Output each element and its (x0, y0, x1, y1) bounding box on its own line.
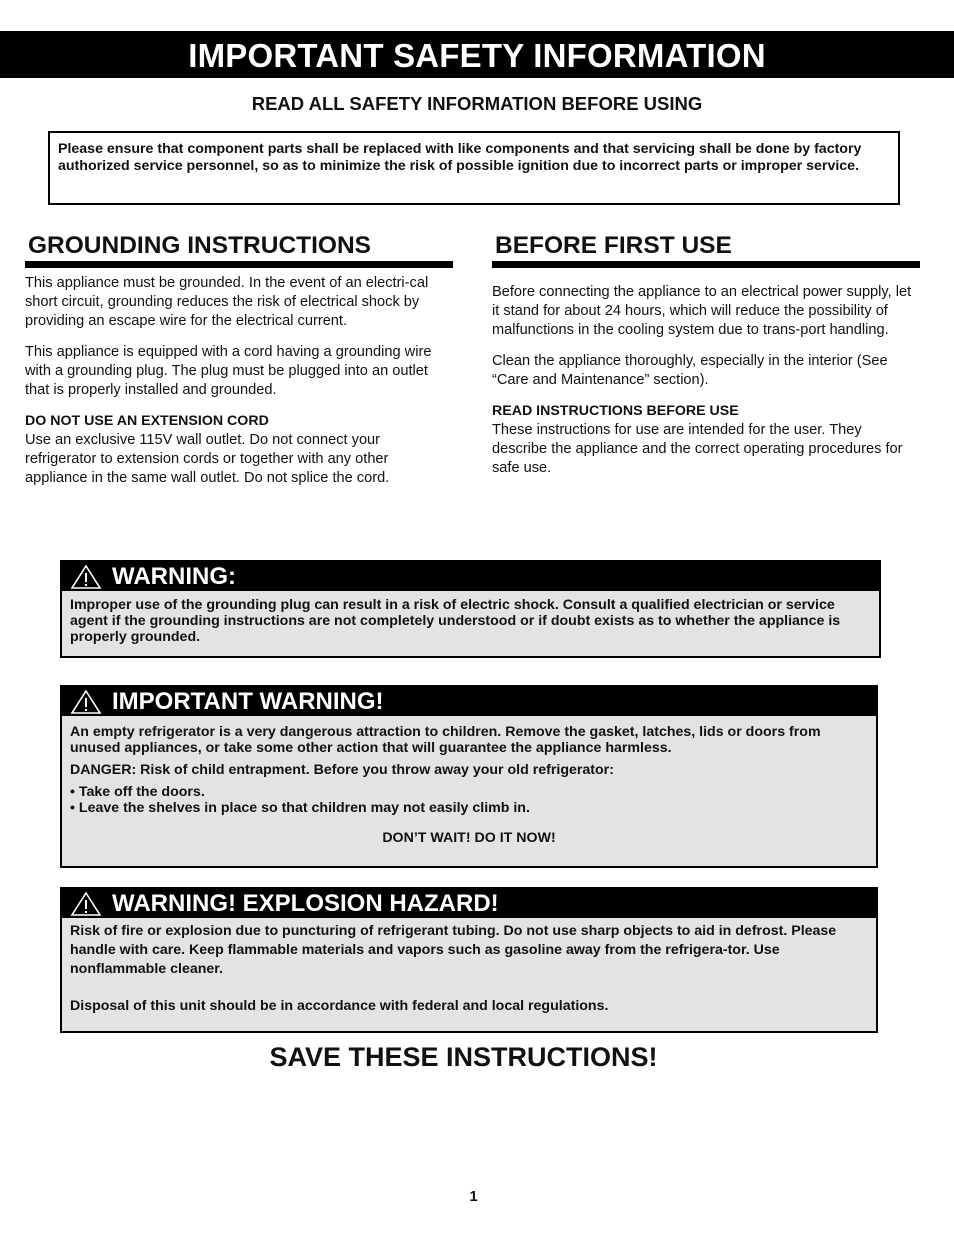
important-warning-bullet: • Take off the doors. (70, 784, 205, 800)
grounding-heading: GROUNDING INSTRUCTIONS (28, 232, 371, 259)
before-first-use-subheading: READ INSTRUCTIONS BEFORE USE (492, 403, 739, 419)
warning-box (60, 560, 881, 658)
grounding-body (25, 274, 452, 488)
warning-header (62, 562, 879, 591)
important-warning-box (60, 685, 878, 868)
explosion-hazard-header (62, 889, 876, 918)
explosion-hazard-title: WARNING! EXPLOSION HAZARD! (112, 889, 499, 917)
important-warning-title: IMPORTANT WARNING! (112, 687, 384, 715)
explosion-hazard-body (62, 918, 876, 1022)
save-instructions-heading: SAVE THESE INSTRUCTIONS! (269, 1042, 658, 1072)
grounding-rule (25, 261, 453, 268)
before-first-use-rule (492, 261, 920, 268)
important-warning-paragraph: An empty refrigerator is a very dangerous attraction to children. Remove the gasket, latches, lids or doors from unused appliances, or take some other action that will guarantee the appliance harmless. (70, 724, 821, 756)
explosion-hazard-paragraph: Risk of fire or explosion due to puncturing of refrigerant tubing. Do not use sharp objects to aid in defrost. Please handle with care. Keep flammable materials and vapors such as gasoline away from the refrigera-tor. Use nonflammable cleaner. (70, 923, 837, 977)
important-warning-closing: DON’T WAIT! DO IT NOW! (382, 830, 556, 846)
important-warning-header (62, 687, 876, 716)
page-title: IMPORTANT SAFETY INFORMATION (0, 31, 954, 78)
grounding-paragraph: This appliance is equipped with a cord having a grounding wire with a grounding plug. The plug must be plugged into an outlet that is properly installed and grounded. (25, 344, 432, 398)
warning-title: WARNING: (112, 562, 236, 590)
important-warning-paragraph: DANGER: Risk of child entrapment. Before you throw away your old refrigerator: (70, 762, 614, 778)
warning-triangle-icon (70, 891, 102, 917)
before-first-use-body (492, 283, 919, 478)
explosion-hazard-paragraph: Disposal of this unit should be in accordance with federal and local regulations. (70, 998, 609, 1014)
grounding-paragraph: This appliance must be grounded. In the event of an electri-cal short circuit, grounding reduces the risk of electrical shock by providing an escape wire for the electrical current. (25, 275, 429, 329)
explosion-hazard-box (60, 887, 878, 1033)
important-warning-bullet: • Leave the shelves in place so that children may not easily climb in. (70, 800, 530, 816)
page-subtitle: READ ALL SAFETY INFORMATION BEFORE USING (251, 93, 703, 114)
before-first-use-paragraph: These instructions for use are intended for the user. They describe the appliance and the correct operating procedures for safe use. (492, 422, 903, 476)
grounding-subheading: DO NOT USE AN EXTENSION CORD (25, 413, 269, 429)
page-number: 1 (469, 1188, 478, 1205)
warning-triangle-icon (70, 689, 102, 715)
grounding-paragraph: Use an exclusive 115V wall outlet. Do not connect your refrigerator to extension cords or together with any other appliance in the same wall outlet. Do not splice the cord. (25, 432, 390, 486)
important-warning-body (62, 716, 876, 852)
warning-text: Improper use of the grounding plug can result in a risk of electric shock. Consult a qualified electrician or service agent if the grounding instructions are not completely understood or if doubt exists as to whether the appliance is properly grounded. (70, 597, 841, 645)
warning-triangle-icon (70, 564, 102, 590)
before-first-use-paragraph: Before connecting the appliance to an electrical power supply, let it stand for about 24 hours, which will reduce the possibility of malfunctions in the cooling system due to trans-port handling. (492, 284, 912, 338)
grounding-section (25, 232, 453, 500)
service-notice: Please ensure that component parts shall be replaced with like components and that servicing shall be done by factory authorized service personnel, so as to minimize the risk of possible ignition due to incorrect parts or improper service. (48, 131, 900, 205)
before-first-use-paragraph: Clean the appliance thoroughly, especially in the interior (See “Care and Maintenance” section). (492, 353, 888, 388)
before-first-use-heading: BEFORE FIRST USE (495, 232, 732, 259)
before-first-use-section (492, 232, 920, 490)
